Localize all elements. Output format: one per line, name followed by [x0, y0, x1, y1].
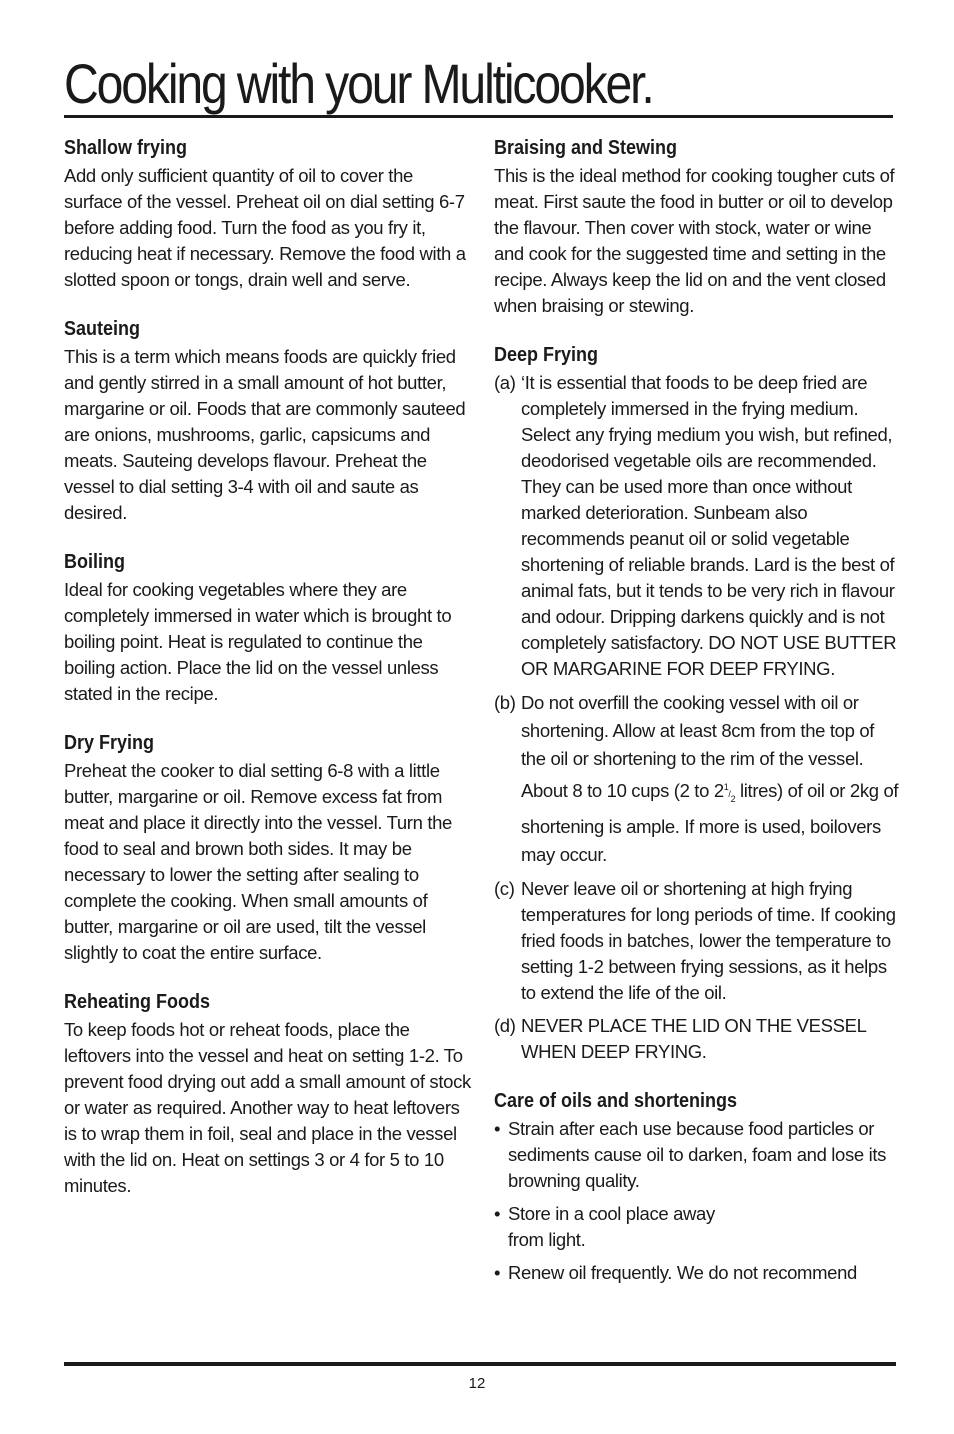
list-item — [494, 689, 899, 869]
section-text: Preheat the cooker to dial setting 6-8 with a little butter, margarine or oil. Remove excess fat from meat and place it directly into the vessel. Turn the food to seal and brown both sides. It may be necessary to lower the setting after sealing to complete the cooking. When small amounts of butter, margarine or oil are used, tilt the vessel slightly to coat the entire surface. — [64, 760, 452, 963]
section-text: This is the ideal method for cooking tougher cuts of meat. First saute the food in butter or oil to develop the flavour. Then cover with stock, water or wine and cook for the suggested time and setting in the recipe. Always keep the lid on and the vent closed when braising or stewing. — [494, 165, 895, 316]
section-dry-frying — [64, 728, 474, 966]
list-marker: (c) — [494, 877, 515, 899]
care-bullet-list — [494, 1116, 899, 1286]
right-column — [494, 133, 899, 1307]
left-column — [64, 133, 474, 1220]
fraction-numerator: 1 — [723, 782, 729, 792]
section-reheating-foods — [64, 987, 474, 1199]
section-text: Ideal for cooking vegetables where they are completely immersed in water which is brought to boiling point. Heat is regulated to continue the boiling action. Place the lid on the vessel unless stated in the recipe. — [64, 579, 452, 704]
bullet-item — [494, 1260, 899, 1286]
section-shallow-frying — [64, 133, 474, 293]
bullet-item — [494, 1201, 899, 1253]
list-item-text-before: Do not overfill the cooking vessel with oil or shortening. Allow at least 8cm from the top of the oil or shortening to the rim of the vessel. About 8 to 10 cups (2 to 2 — [521, 692, 875, 802]
bullet-icon: • — [494, 1261, 501, 1283]
section-braising-stewing — [494, 133, 899, 319]
section-heading: Reheating Foods — [64, 991, 211, 1013]
section-care-of-oils — [494, 1086, 899, 1286]
section-text: This is a term which means foods are quickly fried and gently stirred in a small amount of hot butter, margarine or oil. Foods that are commonly sauteed are onions, mushrooms, garlic, capsicums and meats. Sauteing develops flavour. Preheat the vessel to dial setting 3-4 with oil and saute as desired. — [64, 346, 466, 523]
list-item-text: Never leave oil or shortening at high frying temperatures for long periods of time. If cooking fried foods in batches, lower the temperature to setting 1-2 between frying sessions, as it helps to extend the life of the oil. — [521, 877, 896, 1003]
section-heading: Deep Frying — [494, 344, 599, 366]
section-deep-frying — [494, 340, 899, 1065]
list-item-text-after: litres) of oil or 2kg of shortening is ample. If more is used, boilovers may occur. — [521, 780, 899, 865]
section-text: To keep foods hot or reheat foods, place the leftovers into the vessel and heat on setting 1-2. To prevent food drying out add a small amount of stock or water as required. Another way to heat leftovers is to wrap them in foil, seal and place in the vessel with the lid on. Heat on settings 3 or 4 for 5 to 10 minutes. — [64, 1019, 471, 1196]
bullet-text: Renew oil frequently. We do not recommend — [508, 1261, 857, 1283]
bullet-icon: • — [494, 1117, 501, 1139]
bullet-text: Store in a cool place away from light. — [508, 1202, 715, 1250]
list-item-text: NEVER PLACE THE LID ON THE VESSEL WHEN DEEP FRYING. — [521, 1014, 866, 1062]
list-item — [494, 370, 899, 682]
deep-frying-list — [494, 370, 899, 1065]
list-item — [494, 1013, 899, 1065]
list-item-text: ‘It is essential that foods to be deep fried are completely immersed in the frying medium. Select any frying medium you wish, but refined, deodorised vegetable oils are recommended. They can be used more than once without marked deterioration. Sunbeam also recommends peanut oil or solid vegetable shortening of reliable brands. Lard is the best of animal fats, but it tends to be very rich in flavour and odour. Dripping darkens quickly and is not completely satisfactory. DO NOT USE BUTTER OR MARGARINE FOR DEEP FRYING. — [521, 372, 897, 679]
section-sauteing — [64, 314, 474, 526]
list-marker: (b) — [494, 692, 516, 713]
section-heading: Care of oils and shortenings — [494, 1089, 738, 1112]
section-heading: Shallow frying — [64, 137, 188, 159]
bullet-text: Strain after each use because food particles or sediments cause oil to darken, foam and lose its browning quality. — [508, 1117, 887, 1191]
section-heading: Sauteing — [64, 318, 141, 340]
page-title: Cooking with your Multicooker. — [64, 52, 653, 115]
section-heading: Braising and Stewing — [494, 137, 678, 159]
fraction-denominator: 2 — [730, 793, 736, 804]
footer-divider — [64, 1362, 896, 1366]
title-divider — [64, 115, 893, 118]
list-item — [494, 876, 899, 1006]
list-item-text: Do not overfill the cooking vessel with oil or shortening. Allow at least 8cm from the top of the oil or shortening to the rim of the vessel. About 8 to 10 cups (2 to $2^1/_2$ litres) of oil or 2kg of shortening is ample. If more is used, boilovers may occur. — [521, 692, 899, 865]
list-marker: (a) — [494, 372, 516, 393]
bullet-item — [494, 1116, 899, 1194]
section-boiling — [64, 547, 474, 707]
section-heading: Boiling — [64, 551, 125, 573]
section-heading: Dry Frying — [64, 732, 155, 754]
page-number: 12 — [468, 1375, 486, 1392]
list-marker: (d) — [494, 1014, 516, 1036]
section-text: Add only sufficient quantity of oil to cover the surface of the vessel. Preheat oil on dial setting 6-7 before adding food. Turn the food as you fry it, reducing heat if necessary. Remove the food with a slotted spoon or tongs, drain well and serve. — [64, 165, 466, 290]
bullet-icon: • — [494, 1202, 501, 1224]
